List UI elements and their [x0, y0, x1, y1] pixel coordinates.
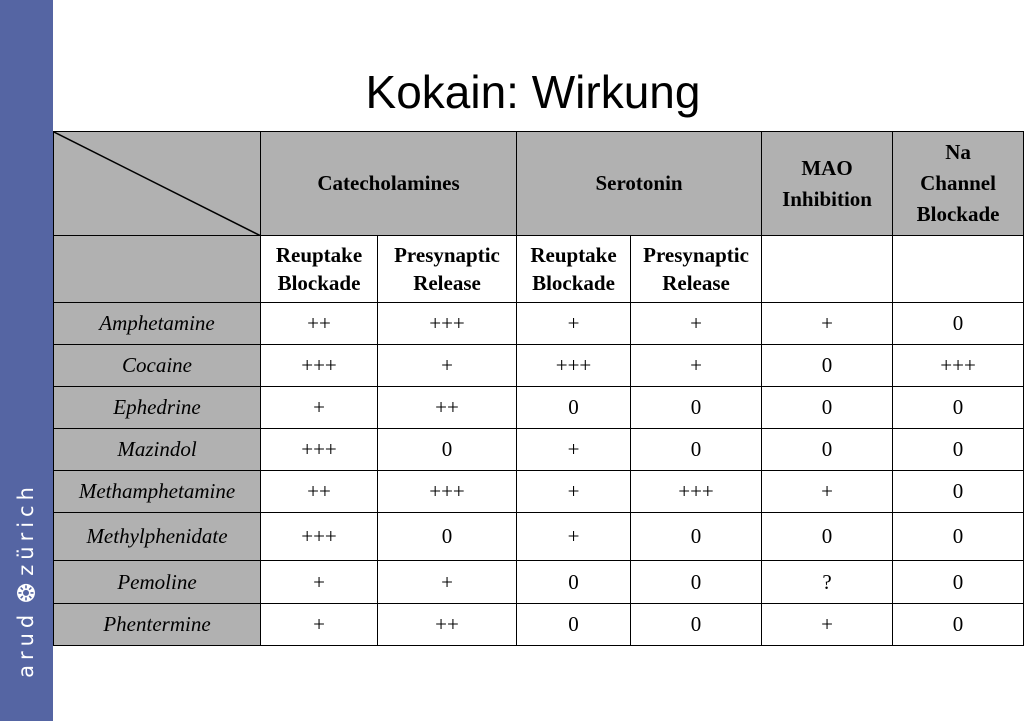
effect-value: 0	[893, 471, 1024, 513]
effect-value: +++	[261, 345, 378, 387]
effect-value: +++	[893, 345, 1024, 387]
effect-value: 0	[517, 561, 631, 604]
corner-cell	[54, 132, 261, 236]
effect-value: +	[517, 471, 631, 513]
effect-value: ++	[261, 471, 378, 513]
effect-value: +++	[517, 345, 631, 387]
effect-value: +	[762, 471, 893, 513]
effect-value: +++	[631, 471, 762, 513]
effect-value: 0	[762, 387, 893, 429]
effect-value: 0	[517, 387, 631, 429]
effect-value: 0	[762, 345, 893, 387]
sub-header-empty	[54, 236, 261, 303]
effect-value: 0	[378, 429, 517, 471]
effect-value: +	[517, 429, 631, 471]
effect-value: 0	[893, 387, 1024, 429]
header-catecholamines: Catecholamines	[261, 132, 517, 236]
table-row	[54, 561, 1024, 604]
subheader-ser-release: Presynaptic Release	[631, 236, 762, 303]
drug-name: Methamphetamine	[54, 471, 261, 513]
table-row	[54, 429, 1024, 471]
header-mao-inhibition: MAO Inhibition	[762, 132, 893, 236]
drug-name: Methylphenidate	[54, 513, 261, 561]
effect-value: ++	[261, 303, 378, 345]
drug-name: Mazindol	[54, 429, 261, 471]
drug-name: Phentermine	[54, 604, 261, 646]
effect-value: ++	[378, 387, 517, 429]
drug-name: Amphetamine	[54, 303, 261, 345]
effect-value: 0	[893, 513, 1024, 561]
effect-value: 0	[517, 604, 631, 646]
effect-value: 0	[631, 604, 762, 646]
group-header-row	[54, 132, 1024, 236]
effect-value: +	[378, 345, 517, 387]
effect-value: +	[261, 561, 378, 604]
effect-value: 0	[378, 513, 517, 561]
effect-value: +++	[261, 429, 378, 471]
header-serotonin: Serotonin	[517, 132, 762, 236]
header-na-channel-blockade: Na Channel Blockade	[893, 132, 1024, 236]
effect-value: +	[762, 303, 893, 345]
effect-value: +	[631, 303, 762, 345]
effect-value: 0	[631, 513, 762, 561]
subheader-na-empty	[893, 236, 1024, 303]
effect-value: 0	[893, 303, 1024, 345]
effect-value: 0	[893, 561, 1024, 604]
effect-value: 0	[762, 429, 893, 471]
subheader-mao-empty	[762, 236, 893, 303]
effect-value: 0	[893, 604, 1024, 646]
effect-value: +	[261, 387, 378, 429]
table-row	[54, 345, 1024, 387]
sub-header-row	[54, 236, 1024, 303]
effect-value: +	[631, 345, 762, 387]
effect-value: +++	[378, 303, 517, 345]
effect-value: 0	[631, 387, 762, 429]
drug-effects-table	[53, 131, 1024, 646]
table-row	[54, 513, 1024, 561]
effect-value: +	[517, 303, 631, 345]
effect-value: 0	[631, 429, 762, 471]
effect-value: ++	[378, 604, 517, 646]
sun-icon	[16, 583, 36, 603]
diagonal-line	[54, 132, 261, 236]
subheader-cat-release: Presynaptic Release	[378, 236, 517, 303]
effect-value: 0	[762, 513, 893, 561]
sidebar	[0, 0, 53, 721]
drug-rows	[54, 303, 1024, 646]
effect-value: +++	[378, 471, 517, 513]
effect-value: +	[517, 513, 631, 561]
logo-text-left: arud	[14, 609, 38, 678]
drug-name: Pemoline	[54, 561, 261, 604]
effect-value: +	[261, 604, 378, 646]
arud-zurich-logo	[14, 482, 38, 678]
subheader-cat-reuptake: Reuptake Blockade	[261, 236, 378, 303]
effect-value: 0	[631, 561, 762, 604]
effect-value: +	[762, 604, 893, 646]
logo-text-right: zürich	[14, 482, 38, 576]
slide-title: Kokain: Wirkung	[365, 66, 701, 118]
effect-value: +	[378, 561, 517, 604]
effect-value: ?	[762, 561, 893, 604]
table-row	[54, 604, 1024, 646]
drug-name: Ephedrine	[54, 387, 261, 429]
effect-value: +++	[261, 513, 378, 561]
drug-name: Cocaine	[54, 345, 261, 387]
subheader-ser-reuptake: Reuptake Blockade	[517, 236, 631, 303]
table-row	[54, 387, 1024, 429]
table-row	[54, 471, 1024, 513]
table-row	[54, 303, 1024, 345]
effect-value: 0	[893, 429, 1024, 471]
